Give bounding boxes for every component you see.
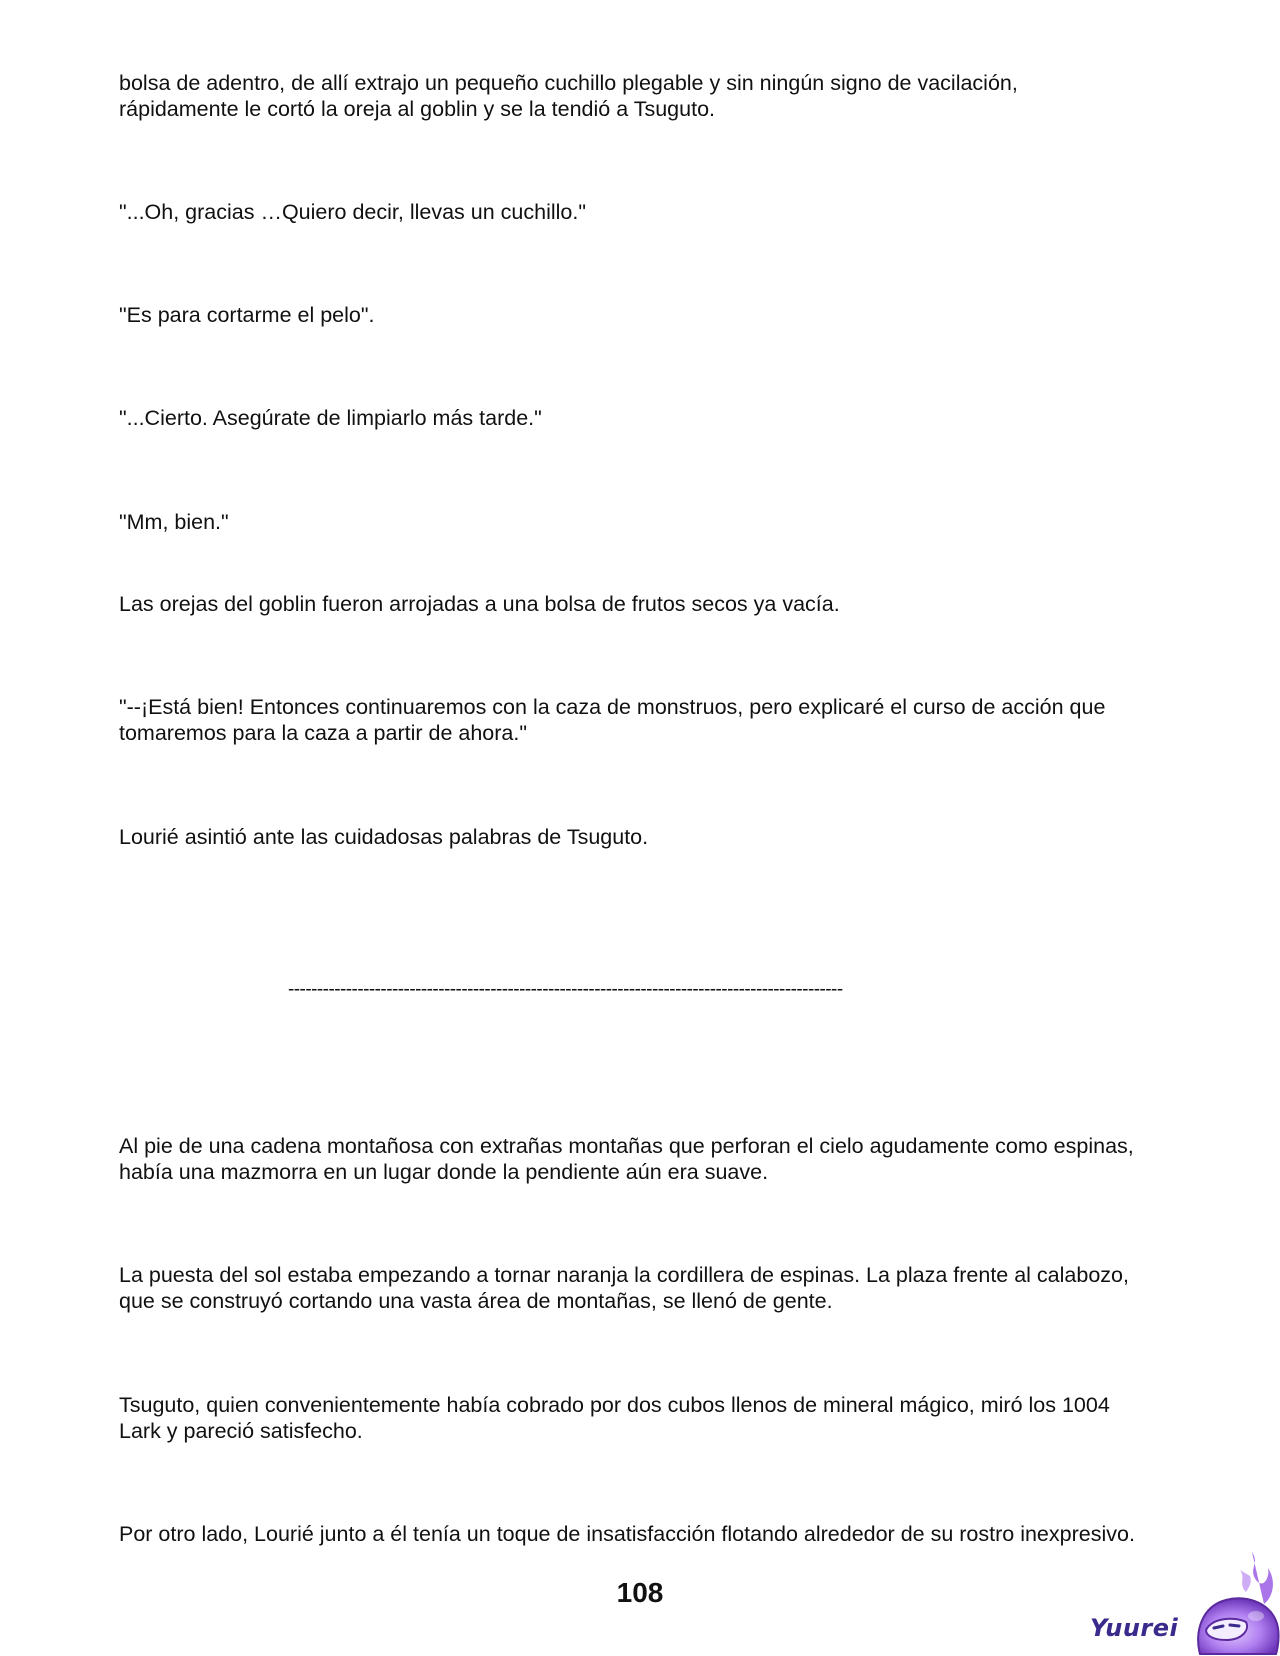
watermark (1090, 1546, 1280, 1656)
paragraph: "...Oh, gracias …Quiero decir, llevas un cuchillo." (119, 200, 586, 224)
watermark-text: Yuurei (1090, 1614, 1179, 1642)
page-number: 108 (616, 1577, 664, 1608)
section-separator: ------------------------------------------------------------------------------------------------ (288, 979, 843, 1000)
paragraph: Al pie de una cadena montañosa con extrañas montañas que perforan el cielo agudamente como espinas, había una mazmorra en un lugar donde la pendiente aún era suave. (119, 1134, 1134, 1184)
paragraph: "Es para cortarme el pelo". (119, 303, 375, 327)
paragraph: La puesta del sol estaba empezando a tornar naranja la cordillera de espinas. La plaza frente al calabozo, que se construyó cortando una vasta área de montañas, se llenó de gente. (119, 1263, 1129, 1313)
paragraph: bolsa de adentro, de allí extrajo un pequeño cuchillo plegable y sin ningún signo de vacilación, rápidamente le cortó la oreja al goblin y se la tendió a Tsuguto. (119, 71, 1018, 121)
paragraph: "Mm, bien." (119, 510, 229, 534)
paragraph: Por otro lado, Lourié junto a él tenía un toque de insatisfacción flotando alrededor de su rostro inexpresivo. (119, 1522, 1135, 1546)
ghost-icon (1190, 1546, 1280, 1656)
paragraph: Lourié asintió ante las cuidadosas palabras de Tsuguto. (119, 825, 649, 849)
paragraph: "...Cierto. Asegúrate de limpiarlo más tarde." (119, 406, 542, 430)
paragraph: Las orejas del goblin fueron arrojadas a una bolsa de frutos secos ya vacía. (119, 592, 840, 616)
paragraph: Tsuguto, quien convenientemente había cobrado por dos cubos llenos de mineral mágico, miró los 1004 Lark y pareció satisfecho. (119, 1393, 1110, 1443)
paragraph: "--¡Está bien! Entonces continuaremos con la caza de monstruos, pero explicaré el curso de acción que tomaremos para la caza a partir de ahora." (119, 695, 1106, 745)
